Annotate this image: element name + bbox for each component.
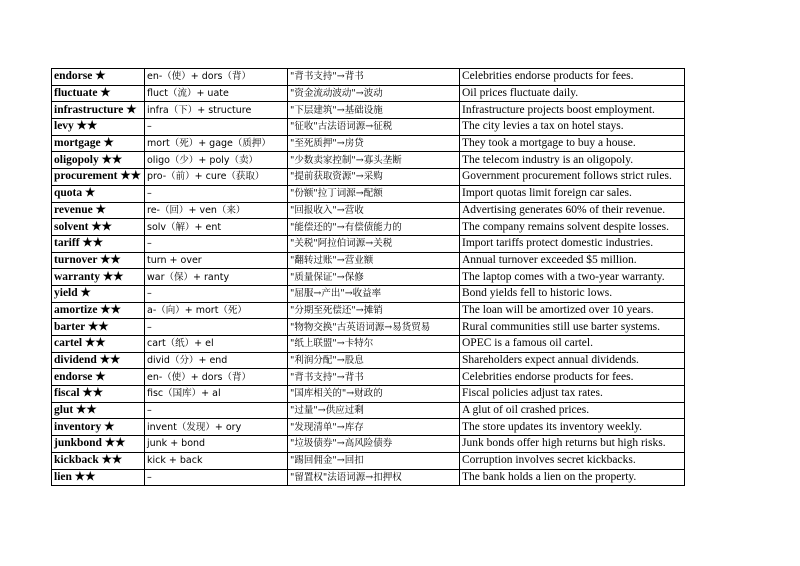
mnemonic-cell: "翻转过账"→营业额	[288, 252, 460, 269]
table-row	[52, 402, 685, 419]
example-cell: Infrastructure projects boost employment.	[460, 102, 685, 119]
mnemonic-cell: "至死质押"→房贷	[288, 135, 460, 152]
example-cell: Advertising generates 60% of their revenue.	[460, 202, 685, 219]
mnemonic-cell: "国库相关的"→财政的	[288, 386, 460, 403]
mnemonic-cell: "纸上联盟"→卡特尔	[288, 336, 460, 353]
morphology-cell: war（保）+ ranty	[145, 269, 288, 286]
mnemonic-cell: "垃圾债券"→高风险债券	[288, 436, 460, 453]
mnemonic-cell: "利润分配"→股息	[288, 352, 460, 369]
table-row	[52, 102, 685, 119]
example-cell: They took a mortgage to buy a house.	[460, 135, 685, 152]
table-row	[52, 202, 685, 219]
morphology-cell: kick + back	[145, 452, 288, 469]
table-row	[52, 419, 685, 436]
example-cell: The telecom industry is an oligopoly.	[460, 152, 685, 169]
mnemonic-cell: "背书支持"→背书	[288, 69, 460, 86]
morphology-cell: fluct（流）+ uate	[145, 85, 288, 102]
word-cell: yield ★	[52, 285, 145, 302]
example-cell: The company remains solvent despite losses.	[460, 219, 685, 236]
word-cell: warranty ★★	[52, 269, 145, 286]
morphology-cell: solv（解）+ ent	[145, 219, 288, 236]
table-row	[52, 152, 685, 169]
word-cell: dividend ★★	[52, 352, 145, 369]
morphology-cell: –	[145, 402, 288, 419]
morphology-cell: divid（分）+ end	[145, 352, 288, 369]
mnemonic-cell: "发现清单"→库存	[288, 419, 460, 436]
example-cell: The store updates its inventory weekly.	[460, 419, 685, 436]
mnemonic-cell: "征收"古法语词源→征税	[288, 119, 460, 136]
example-cell: The city levies a tax on hotel stays.	[460, 119, 685, 136]
table-row	[52, 235, 685, 252]
table-row	[52, 185, 685, 202]
table-row	[52, 269, 685, 286]
morphology-cell: fisc（国库）+ al	[145, 386, 288, 403]
example-cell: Corruption involves secret kickbacks.	[460, 452, 685, 469]
example-cell: Oil prices fluctuate daily.	[460, 85, 685, 102]
word-cell: fluctuate ★	[52, 85, 145, 102]
mnemonic-cell: "资金流动波动"→波动	[288, 85, 460, 102]
table-row	[52, 85, 685, 102]
word-cell: quota ★	[52, 185, 145, 202]
example-cell: Fiscal policies adjust tax rates.	[460, 386, 685, 403]
morphology-cell: pro-（前）+ cure（获取）	[145, 169, 288, 186]
mnemonic-cell: "背书支持"→背书	[288, 369, 460, 386]
table-row	[52, 252, 685, 269]
table-row	[52, 336, 685, 353]
example-cell: Celebrities endorse products for fees.	[460, 369, 685, 386]
vocabulary-table	[51, 68, 685, 486]
word-cell: revenue ★	[52, 202, 145, 219]
vocabulary-table-body	[52, 69, 685, 486]
word-cell: cartel ★★	[52, 336, 145, 353]
table-row	[52, 285, 685, 302]
example-cell: Bond yields fell to historic lows.	[460, 285, 685, 302]
morphology-cell: re-（回）+ ven（来）	[145, 202, 288, 219]
morphology-cell: turn + over	[145, 252, 288, 269]
morphology-cell: oligo（少）+ poly（卖）	[145, 152, 288, 169]
mnemonic-cell: "屈服→产出"→收益率	[288, 285, 460, 302]
morphology-cell: en-（使）+ dors（背）	[145, 369, 288, 386]
table-row	[52, 452, 685, 469]
table-row	[52, 319, 685, 336]
word-cell: glut ★★	[52, 402, 145, 419]
morphology-cell: a-（向）+ mort（死）	[145, 302, 288, 319]
mnemonic-cell: "份额"拉丁词源→配额	[288, 185, 460, 202]
table-row	[52, 169, 685, 186]
example-cell: Junk bonds offer high returns but high risks.	[460, 436, 685, 453]
morphology-cell: –	[145, 235, 288, 252]
mnemonic-cell: "物物交换"古英语词源→易货贸易	[288, 319, 460, 336]
example-cell: Shareholders expect annual dividends.	[460, 352, 685, 369]
example-cell: The loan will be amortized over 10 years.	[460, 302, 685, 319]
word-cell: junkbond ★★	[52, 436, 145, 453]
table-row	[52, 436, 685, 453]
mnemonic-cell: "少数卖家控制"→寡头垄断	[288, 152, 460, 169]
table-row	[52, 369, 685, 386]
example-cell: OPEC is a famous oil cartel.	[460, 336, 685, 353]
example-cell: Annual turnover exceeded $5 million.	[460, 252, 685, 269]
morphology-cell: –	[145, 469, 288, 486]
mnemonic-cell: "回报收入"→营收	[288, 202, 460, 219]
word-cell: mortgage ★	[52, 135, 145, 152]
example-cell: Government procurement follows strict rules.	[460, 169, 685, 186]
word-cell: turnover ★★	[52, 252, 145, 269]
example-cell: Import tariffs protect domestic industries.	[460, 235, 685, 252]
mnemonic-cell: "质量保证"→保修	[288, 269, 460, 286]
example-cell: The bank holds a lien on the property.	[460, 469, 685, 486]
table-row	[52, 219, 685, 236]
mnemonic-cell: "踢回佣金"→回扣	[288, 452, 460, 469]
word-cell: endorse ★	[52, 369, 145, 386]
word-cell: inventory ★	[52, 419, 145, 436]
mnemonic-cell: "下层建筑"→基础设施	[288, 102, 460, 119]
example-cell: Rural communities still use barter systems.	[460, 319, 685, 336]
mnemonic-cell: "留置权"法语词源→扣押权	[288, 469, 460, 486]
word-cell: amortize ★★	[52, 302, 145, 319]
example-cell: The laptop comes with a two-year warranty.	[460, 269, 685, 286]
mnemonic-cell: "提前获取资源"→采购	[288, 169, 460, 186]
morphology-cell: cart（纸）+ el	[145, 336, 288, 353]
word-cell: lien ★★	[52, 469, 145, 486]
morphology-cell: –	[145, 119, 288, 136]
example-cell: A glut of oil crashed prices.	[460, 402, 685, 419]
word-cell: procurement ★★	[52, 169, 145, 186]
mnemonic-cell: "过量"→供应过剩	[288, 402, 460, 419]
table-row	[52, 69, 685, 86]
table-row	[52, 469, 685, 486]
mnemonic-cell: "分期至死偿还"→摊销	[288, 302, 460, 319]
word-cell: kickback ★★	[52, 452, 145, 469]
table-row	[52, 119, 685, 136]
table-row	[52, 352, 685, 369]
morphology-cell: –	[145, 285, 288, 302]
word-cell: fiscal ★★	[52, 386, 145, 403]
morphology-cell: junk + bond	[145, 436, 288, 453]
word-cell: levy ★★	[52, 119, 145, 136]
morphology-cell: en-（使）+ dors（背）	[145, 69, 288, 86]
table-row	[52, 135, 685, 152]
table-row	[52, 386, 685, 403]
example-cell: Import quotas limit foreign car sales.	[460, 185, 685, 202]
word-cell: oligopoly ★★	[52, 152, 145, 169]
example-cell: Celebrities endorse products for fees.	[460, 69, 685, 86]
word-cell: solvent ★★	[52, 219, 145, 236]
mnemonic-cell: "能偿还的"→有偿债能力的	[288, 219, 460, 236]
table-row	[52, 302, 685, 319]
word-cell: infrastructure ★	[52, 102, 145, 119]
morphology-cell: –	[145, 185, 288, 202]
morphology-cell: invent（发现）+ ory	[145, 419, 288, 436]
morphology-cell: –	[145, 319, 288, 336]
word-cell: endorse ★	[52, 69, 145, 86]
word-cell: tariff ★★	[52, 235, 145, 252]
morphology-cell: infra（下）+ structure	[145, 102, 288, 119]
mnemonic-cell: "关税"阿拉伯词源→关税	[288, 235, 460, 252]
morphology-cell: mort（死）+ gage（质押）	[145, 135, 288, 152]
word-cell: barter ★★	[52, 319, 145, 336]
